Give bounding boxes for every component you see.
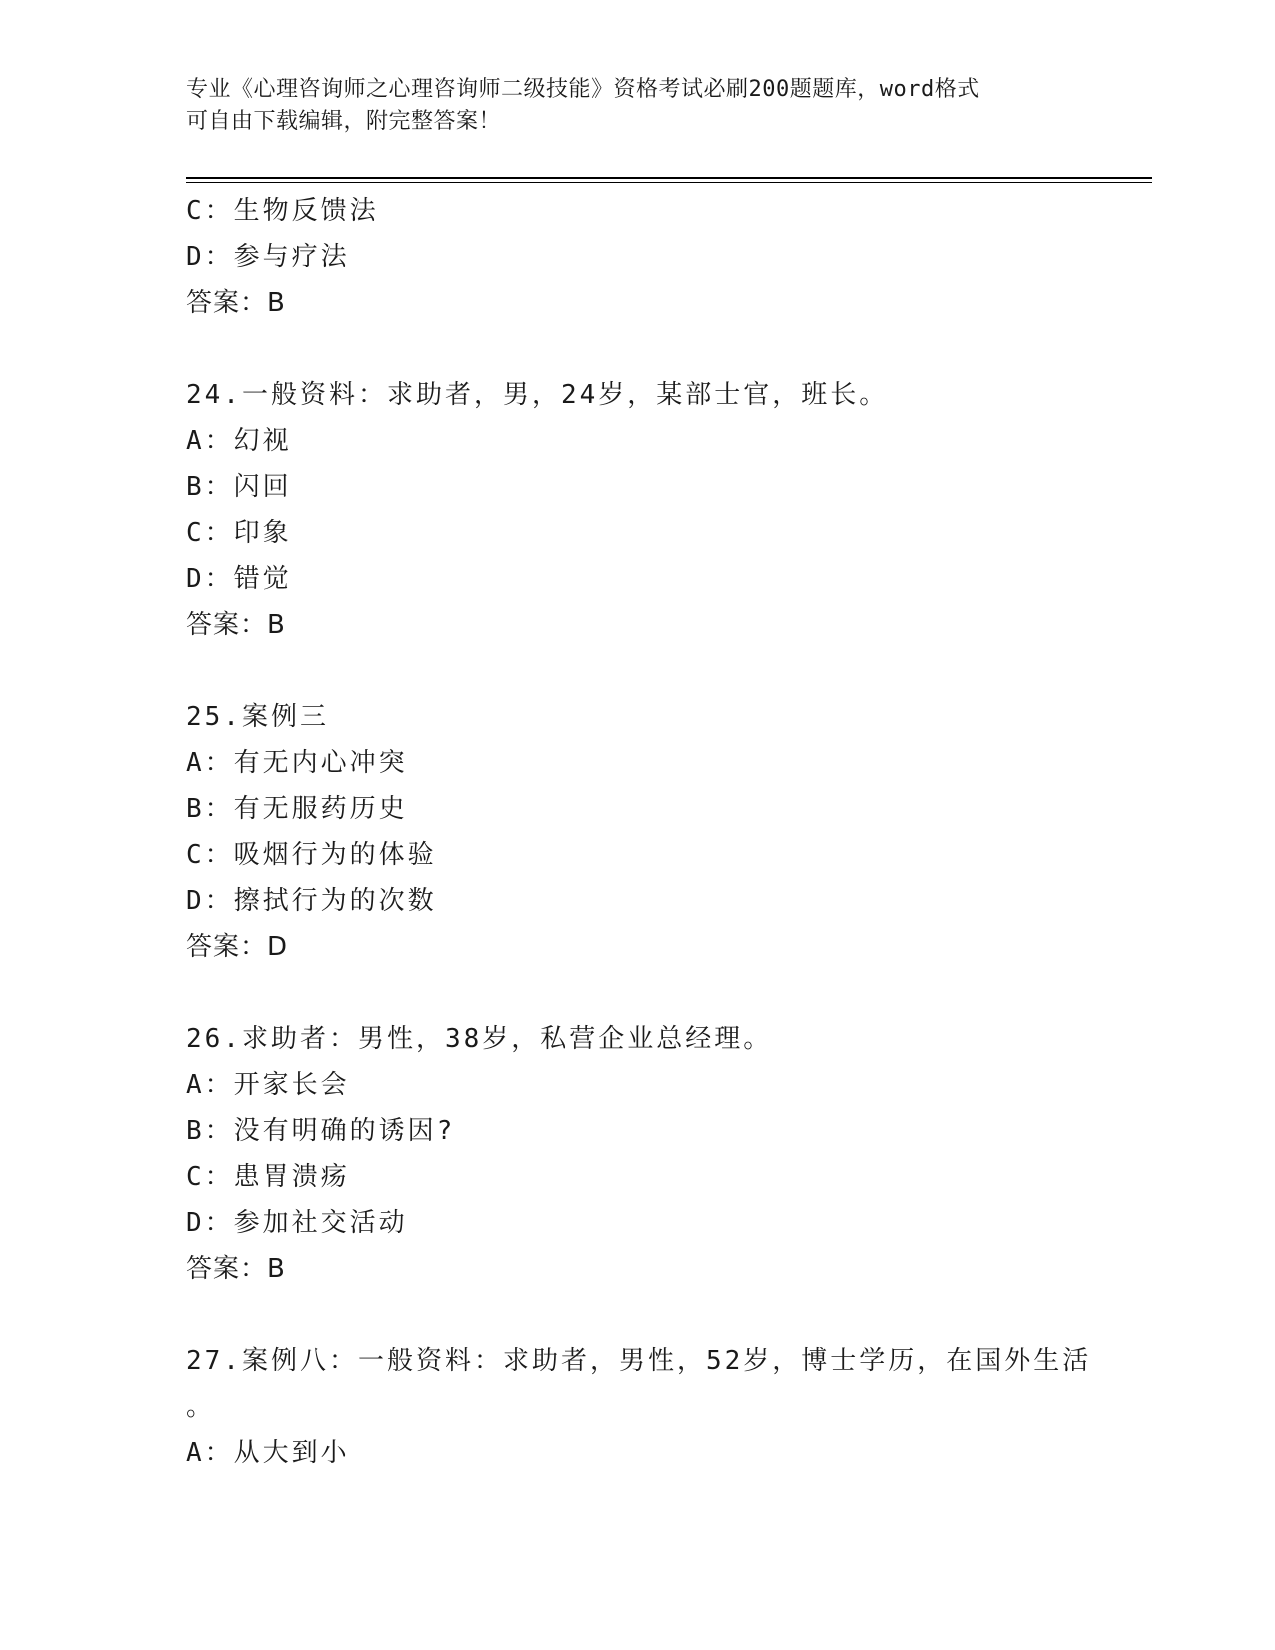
option-c: C：患胃溃疡 bbox=[186, 1162, 350, 1192]
option-a: A：从大到小 bbox=[186, 1438, 350, 1468]
option-d: D：错觉 bbox=[186, 564, 292, 594]
option-b: B：有无服药历史 bbox=[186, 794, 408, 824]
question-list bbox=[186, 188, 1092, 1476]
question-stem: 25.案例三 bbox=[186, 702, 329, 732]
question-stem: 26.求助者：男性，38岁，私营企业总经理。 bbox=[186, 1024, 773, 1054]
spacer bbox=[186, 326, 1086, 372]
option-a: A：开家长会 bbox=[186, 1070, 350, 1100]
option-c: C：生物反馈法 bbox=[186, 196, 379, 226]
answer-line: 答案：B bbox=[186, 610, 286, 640]
header-divider-thick bbox=[186, 177, 1152, 179]
option-d: D：擦拭行为的次数 bbox=[186, 886, 437, 916]
header-line-2: 可自由下载编辑，附完整答案！ bbox=[186, 109, 502, 134]
answer-line: 答案：B bbox=[186, 1254, 286, 1284]
option-d: D：参与疗法 bbox=[186, 242, 350, 272]
header-line-1: 专业《心理咨询师之心理咨询师二级技能》资格考试必刷200题题库，word格式 bbox=[186, 77, 980, 102]
question-stem: 24.一般资料：求助者，男，24岁，某部士官，班长。 bbox=[186, 380, 889, 410]
answer-line: 答案：B bbox=[186, 288, 286, 318]
spacer bbox=[186, 970, 1086, 1016]
option-b: B：闪回 bbox=[186, 472, 292, 502]
question-stem: 27.案例八：一般资料：求助者，男性，52岁，博士学历，在国外生活 bbox=[186, 1346, 1092, 1376]
option-c: C：吸烟行为的体验 bbox=[186, 840, 437, 870]
document-header bbox=[186, 74, 1066, 138]
option-d: D：参加社交活动 bbox=[186, 1208, 408, 1238]
option-a: A：有无内心冲突 bbox=[186, 748, 408, 778]
header-divider-thin bbox=[186, 182, 1152, 183]
option-a: A：幻视 bbox=[186, 426, 292, 456]
question-stem-continuation: 。 bbox=[186, 1392, 216, 1422]
option-c: C：印象 bbox=[186, 518, 292, 548]
answer-line: 答案：D bbox=[186, 932, 289, 962]
spacer bbox=[186, 1292, 1086, 1338]
spacer bbox=[186, 648, 1086, 694]
option-b: B：没有明确的诱因? bbox=[186, 1116, 456, 1146]
